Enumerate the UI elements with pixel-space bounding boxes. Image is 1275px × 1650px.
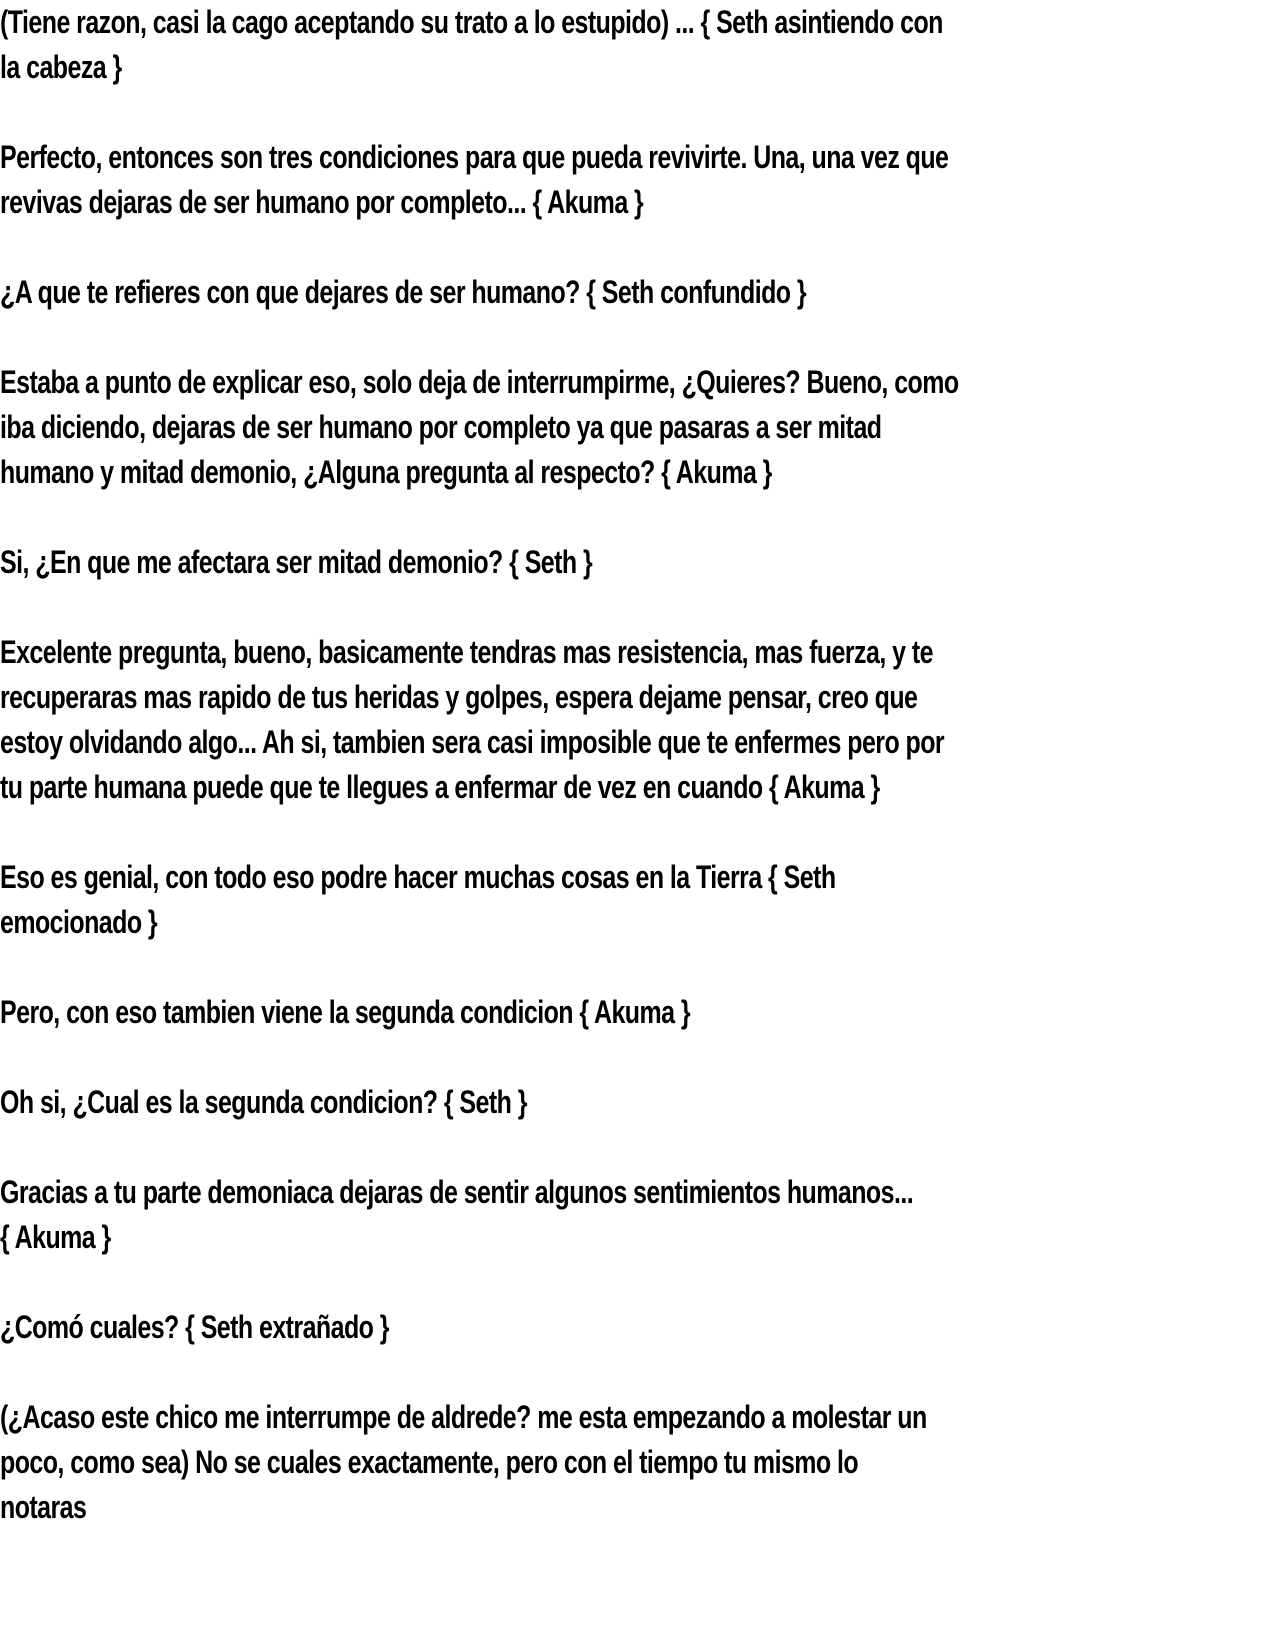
- dialogue-paragraph: [0, 855, 1275, 945]
- paragraph-gap: [0, 90, 1275, 135]
- dialogue-paragraph: [0, 270, 1275, 315]
- text-line: Oh si, ¿Cual es la segunda condicion? { Seth }: [0, 1084, 527, 1120]
- paragraph-gap: [0, 810, 1275, 855]
- text-line: Excelente pregunta, bueno, basicamente tendras mas resistencia, mas fuerza, y te: [0, 634, 933, 670]
- paragraph-gap: [0, 1125, 1275, 1170]
- text-line: Gracias a tu parte demoniaca dejaras de sentir algunos sentimientos humanos...: [0, 1174, 914, 1210]
- text-line: Eso es genial, con todo eso podre hacer muchas cosas en la Tierra { Seth: [0, 859, 836, 895]
- text-line: notaras: [0, 1489, 87, 1525]
- dialogue-paragraph: [0, 540, 1275, 585]
- paragraph-gap: [0, 945, 1275, 990]
- text-line: iba diciendo, dejaras de ser humano por completo ya que pasaras a ser mitad: [0, 409, 882, 445]
- dialogue-paragraph: [0, 360, 1275, 495]
- paragraph-gap: [0, 225, 1275, 270]
- text-line: ¿A que te refieres con que dejares de ser humano? { Seth confundido }: [0, 274, 807, 310]
- text-line: Perfecto, entonces son tres condiciones para que pueda revivirte. Una, una vez que: [0, 139, 949, 175]
- dialogue-paragraph: [0, 990, 1275, 1035]
- text-line: (¿Acaso este chico me interrumpe de aldrede? me esta empezando a molestar un: [0, 1399, 927, 1435]
- text-line: emocionado }: [0, 904, 158, 940]
- text-line: { Akuma }: [0, 1219, 111, 1255]
- text-line: estoy olvidando algo... Ah si, tambien sera casi imposible que te enfermes pero por: [0, 724, 945, 760]
- text-line: humano y mitad demonio, ¿Alguna pregunta al respecto? { Akuma }: [0, 454, 772, 490]
- dialogue-paragraph: [0, 630, 1275, 810]
- dialogue-paragraph: [0, 0, 1275, 90]
- dialogue-paragraph: [0, 1080, 1275, 1125]
- paragraph-gap: [0, 315, 1275, 360]
- paragraph-gap: [0, 1035, 1275, 1080]
- dialogue-paragraph: [0, 135, 1275, 225]
- paragraph-gap: [0, 495, 1275, 540]
- text-line: tu parte humana puede que te llegues a enfermar de vez en cuando { Akuma }: [0, 769, 880, 805]
- text-line: la cabeza }: [0, 49, 122, 85]
- text-line: Si, ¿En que me afectara ser mitad demonio? { Seth }: [0, 544, 593, 580]
- paragraph-gap: [0, 585, 1275, 630]
- text-line: recuperaras mas rapido de tus heridas y golpes, espera dejame pensar, creo que: [0, 679, 918, 715]
- dialogue-paragraph: [0, 1170, 1275, 1260]
- text-line: (Tiene razon, casi la cago aceptando su trato a lo estupido) ... { Seth asintiendo con: [0, 4, 943, 40]
- text-line: ¿Comó cuales? { Seth extrañado }: [0, 1309, 389, 1345]
- text-line: Estaba a punto de explicar eso, solo deja de interrumpirme, ¿Quieres? Bueno, como: [0, 364, 959, 400]
- paragraph-gap: [0, 1350, 1275, 1395]
- paragraph-gap: [0, 1260, 1275, 1305]
- dialogue-paragraph: [0, 1395, 1275, 1530]
- text-line: revivas dejaras de ser humano por completo... { Akuma }: [0, 184, 644, 220]
- text-line: Pero, con eso tambien viene la segunda condicion { Akuma }: [0, 994, 691, 1030]
- dialogue-paragraph: [0, 1305, 1275, 1350]
- text-line: poco, como sea) No se cuales exactamente, pero con el tiempo tu mismo lo: [0, 1444, 859, 1480]
